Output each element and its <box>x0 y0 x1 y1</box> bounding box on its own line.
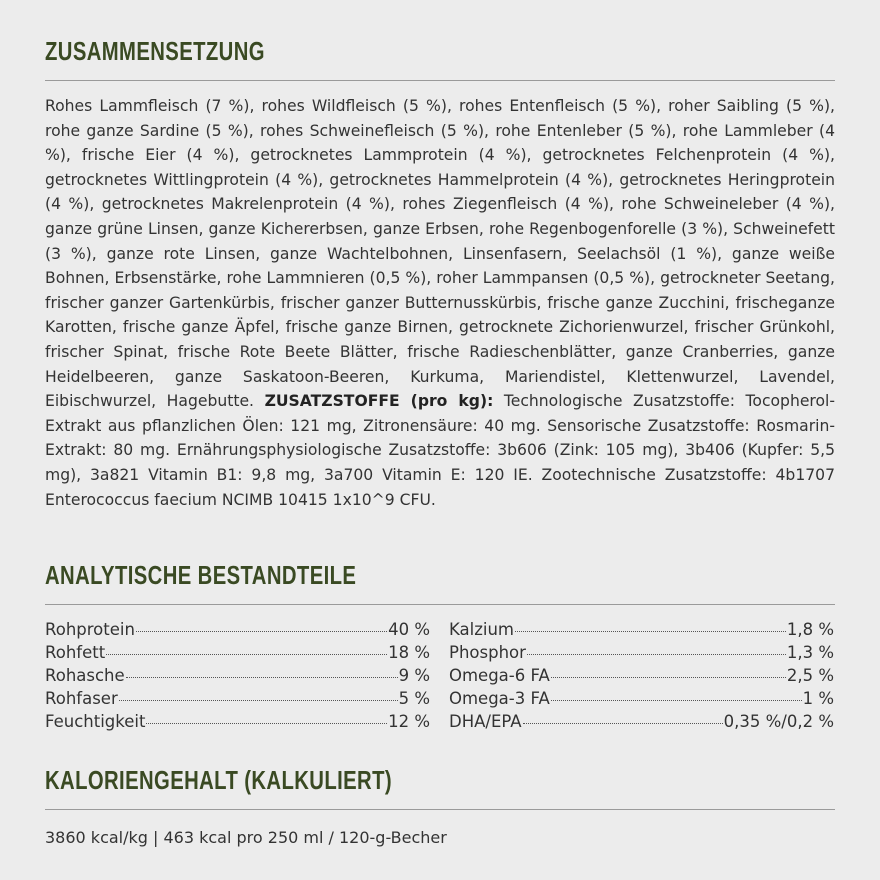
analytics-row <box>449 643 834 666</box>
analytics-value: 9 % <box>398 666 430 685</box>
analytics-left-column <box>45 620 430 735</box>
analytics-label: DHA/EPA <box>449 712 522 731</box>
analytics-row <box>45 666 430 689</box>
composition-text <box>45 94 835 512</box>
analytics-label: Omega-6 FA <box>449 666 550 685</box>
ingredients-list: Rohes Lammfleisch (7 %), rohes Wildfleisch (5 %), rohes Entenfleisch (5 %), roher Saibling (5 %), rohe ganze Sardine (5 %), rohes Schweinefleisch (5 %), rohe Entenleber (5 %), rohe Lammleber (4 %), frische Eier (4 %), getrocknetes Lammprotein (4 %), getrocknetes Felchenprotein (4 %), getrocknetes Wittlingprotein (4 %), getrocknetes Hammelprotein (4 %), getrocknetes Heringprotein (4 %), getrocknetes Makrelenprotein (4 %), rohes Ziegenfleisch (4 %), rohe Schweineleber (4 %), ganze grüne Linsen, ganze Kichererbsen, ganze Erbsen, rohe Regenbogenforelle (3 %), Schweinefett (3 %), ganze rote Linsen, ganze Wachtelbohnen, Linsenfasern, Seelachsöl (1 %), ganze weiße Bohnen, Erbsenstärke, rohe Lammnieren (0,5 %), roher Lammpansen (0,5 %), getrockneter Seetang, frischer ganzer Gartenkürbis, frischer ganzer Butternusskürbis, frische ganze Zucchini, frischeganze Karotten, frische ganze Äpfel, frische ganze Birnen, getrocknete Zichorienwurzel, frischer Grünkohl, frischer Spinat, frische Rote Beete Blätter, frische Radieschenblätter, ganze Cranberries, ganze Heidelbeeren, ganze Saskatoon-Beeren, Kurkuma, Mariendistel, Klettenwurzel, Lavendel, Eibischwurzel, Hagebutte. <box>45 97 835 411</box>
analytics-row <box>45 712 430 735</box>
analytics-right-column <box>449 620 834 735</box>
analytics-value: 1 % <box>802 689 834 708</box>
analytics-label: Kalzium <box>449 620 515 639</box>
analytics-divider <box>45 604 835 605</box>
analytics-value: 0,35 %/0,2 % <box>723 712 834 731</box>
dot-leader <box>551 700 802 701</box>
dot-leader <box>136 631 387 632</box>
dot-leader <box>126 677 398 678</box>
additives-text: Technologische Zusatzstoffe: Tocopherol-Extrakt aus pflanzlichen Ölen: 121 mg, Zitronensäure: 40 mg. Sensorische Zusatzstoffe: Rosmarin-Extrakt: 80 mg. Ernährungsphysiologische Zusatzstoffe: 3b606 (Zink: 105 mg), 3b406 (Kupfer: 5,5 mg), 3a821 Vitamin B1: 9,8 mg, 3a700 Vitamin E: 120 IE. Zootechnische Zusatzstoffe: 4b1707 Enterococcus faecium NCIMB 10415 1x10^9 CFU. <box>45 392 835 509</box>
analytics-row <box>449 689 834 712</box>
analytics-value: 12 % <box>388 712 430 731</box>
analytics-row <box>449 620 834 643</box>
dot-leader <box>527 654 786 655</box>
dot-leader <box>106 654 387 655</box>
dot-leader <box>119 700 398 701</box>
analytics-value: 1,3 % <box>786 643 834 662</box>
analytics-value: 2,5 % <box>786 666 834 685</box>
analytics-value: 1,8 % <box>786 620 834 639</box>
analytics-value: 40 % <box>388 620 430 639</box>
analytics-row <box>45 643 430 666</box>
analytics-label: Rohfaser <box>45 689 118 708</box>
composition-divider <box>45 80 835 81</box>
analytics-heading: ANALYTISCHE BESTANDTEILE <box>45 560 357 590</box>
analytics-label: Rohasche <box>45 666 125 685</box>
dot-leader <box>146 723 387 724</box>
additives-label: ZUSATZSTOFFE (pro kg): <box>264 392 494 411</box>
dot-leader <box>515 631 786 632</box>
analytics-label: Rohfett <box>45 643 106 662</box>
analytics-label: Rohprotein <box>45 620 135 639</box>
calories-heading: KALORIENGEHALT (KALKULIERT) <box>45 765 393 795</box>
analytics-row <box>449 712 834 735</box>
analytics-label: Omega-3 FA <box>449 689 550 708</box>
analytics-value: 18 % <box>388 643 430 662</box>
analytics-row <box>449 666 834 689</box>
analytics-label: Phosphor <box>449 643 526 662</box>
dot-leader <box>551 677 786 678</box>
analytics-row <box>45 620 430 643</box>
analytics-row <box>45 689 430 712</box>
calorie-content-text: 3860 kcal/kg | 463 kcal pro 250 ml / 120-g-Becher <box>45 828 447 847</box>
analytics-label: Feuchtigkeit <box>45 712 146 731</box>
calories-divider <box>45 809 835 810</box>
dot-leader <box>523 723 723 724</box>
composition-heading: ZUSAMMENSETZUNG <box>45 36 265 66</box>
analytics-value: 5 % <box>398 689 430 708</box>
